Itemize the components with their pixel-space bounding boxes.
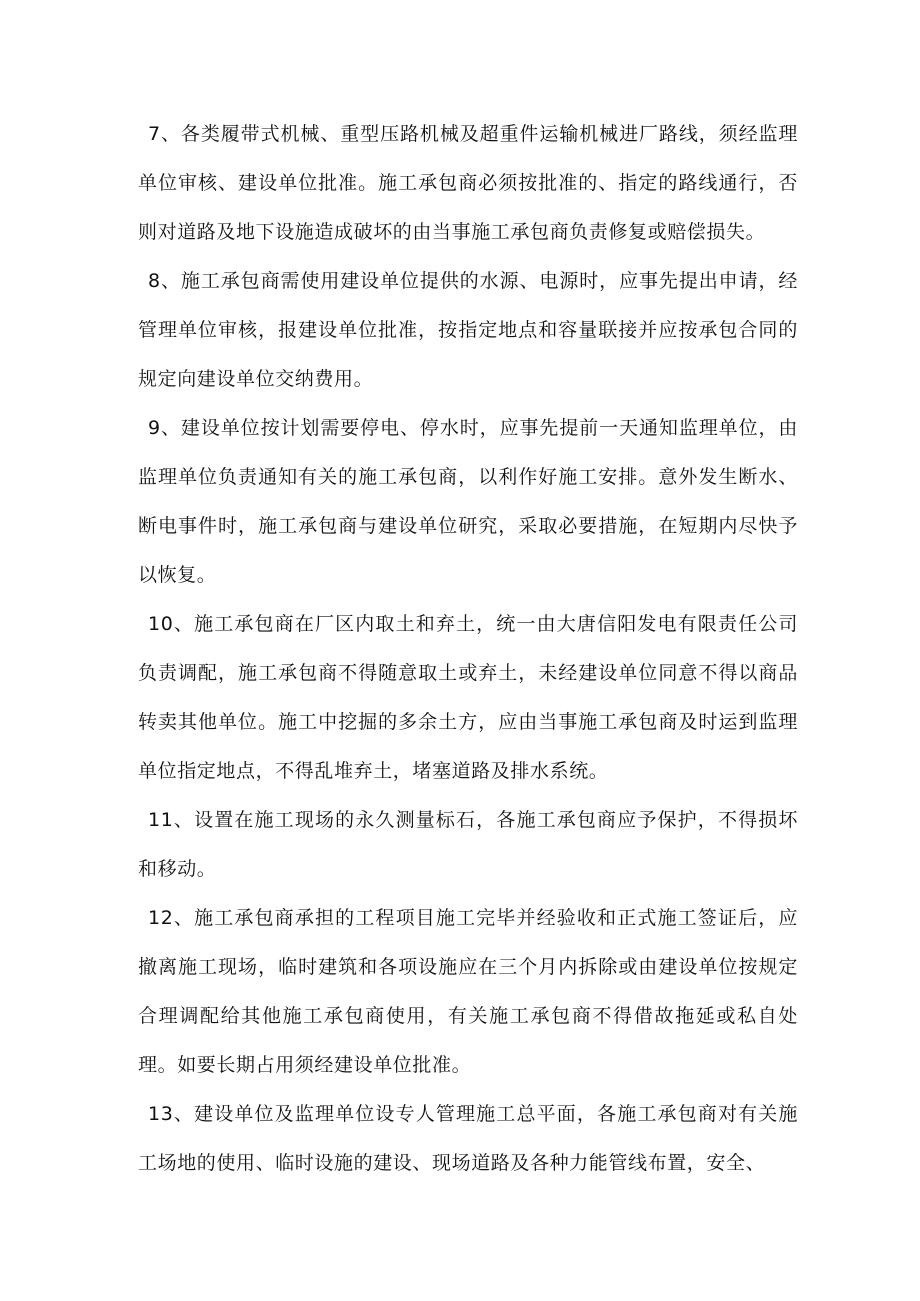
paragraph-11: 11、设置在施工现场的永久测量标石，各施工承包商应予保护，不得损坏和移动。 <box>138 809 798 880</box>
paragraph-7: 7、各类履带式机械、重型压路机械及超重件运输机械进厂路线，须经监理单位审核、建设单位批准。施工承包商必须按批准的、指定的路线通行，否则对道路及地下设施造成破坏的由当事施工承包商负责修复或赔偿损失。 <box>138 123 798 243</box>
paragraph-13: 13、建设单位及监理单位设专人管理施工总平面，各施工承包商对有关施工场地的使用、临时设施的建设、现场道路及各种力能管线布置，安全、 <box>138 1103 798 1174</box>
paragraph-9: 9、建设单位按计划需要停电、停水时，应事先提前一天通知监理单位，由监理单位负责通知有关的施工承包商，以利作好施工安排。意外发生断水、断电事件时，施工承包商与建设单位研究，采取必要措施，在短期内尽快予以恢复。 <box>138 417 798 586</box>
document-body <box>138 110 798 1188</box>
paragraph-12: 12、施工承包商承担的工程项目施工完毕并经验收和正式施工签证后，应撤离施工现场，临时建筑和各项设施应在三个月内拆除或由建设单位按规定合理调配给其他施工承包商使用，有关施工承包商不得借故拖延或私自处理。如要长期占用须经建设单位批准。 <box>138 907 798 1076</box>
paragraph-8: 8、施工承包商需使用建设单位提供的水源、电源时，应事先提出申请，经管理单位审核，报建设单位批准，按指定地点和容量联接并应按承包合同的规定向建设单位交纳费用。 <box>138 270 798 390</box>
paragraph-10: 10、施工承包商在厂区内取土和弃土，统一由大唐信阳发电有限责任公司负责调配，施工承包商不得随意取土或弃土，未经建设单位同意不得以商品转卖其他单位。施工中挖掘的多余土方，应由当事施工承包商及时运到监理单位指定地点，不得乱堆弃土，堵塞道路及排水系统。 <box>138 613 798 782</box>
